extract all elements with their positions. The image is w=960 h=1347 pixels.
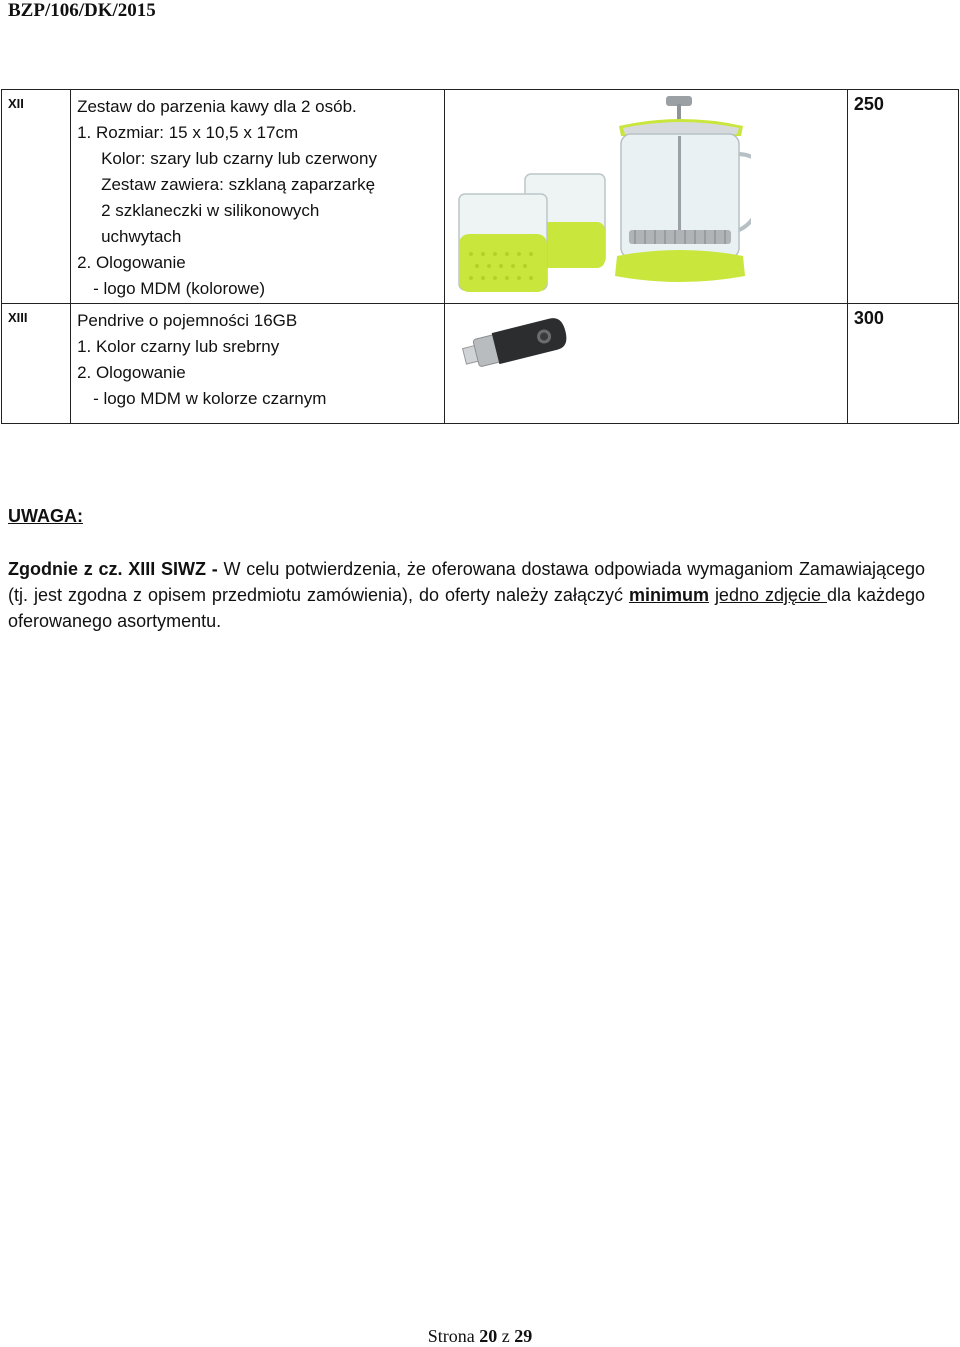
document-code: BZP/106/DK/2015 <box>8 0 156 21</box>
note-emphasis-2: jedno zdjęcie <box>714 585 827 605</box>
image-cell <box>445 304 847 424</box>
product-table <box>1 89 959 424</box>
desc-line: uchwytach <box>101 227 182 246</box>
row-number: XII <box>2 90 71 304</box>
total-pages: 29 <box>514 1326 533 1346</box>
desc-line: Zestaw zawiera: szklaną zaparzarkę <box>101 175 376 194</box>
row-description <box>71 90 445 304</box>
row-number: XIII <box>2 304 71 424</box>
note-body <box>8 556 925 634</box>
usb-drive-image <box>459 314 569 374</box>
desc-line: 2 szklaneczki w silikonowych <box>101 201 320 220</box>
desc-line: Kolor: szary lub czarny lub czerwony <box>101 149 377 168</box>
page-footer <box>0 1326 960 1347</box>
image-cell <box>445 90 847 304</box>
table-row <box>2 90 959 304</box>
desc-line: 2. Ologowanie <box>77 363 186 382</box>
desc-line: - logo MDM w kolorze czarnym <box>93 389 327 408</box>
row-quantity: 300 <box>847 304 958 424</box>
note-text: W celu potwierdzenia, że oferowana dostawa odpowiada wymaganiom Zamawiającego (tj. jest zgodna z opisem przedmiotu zamówienia), do oferty należy załączyć <box>8 559 926 605</box>
table-row <box>2 304 959 424</box>
note-text-2: dla każdego oferowanego asortymentu. <box>8 585 925 631</box>
row-description <box>71 304 445 424</box>
note-reference: Zgodnie z cz. XIII SIWZ - <box>8 559 218 579</box>
current-page: 20 <box>479 1326 498 1346</box>
desc-line: 1. Kolor czarny lub srebrny <box>77 337 280 356</box>
note-emphasis: minimum <box>628 585 709 605</box>
french-press-set-image <box>451 94 751 294</box>
desc-line: 1. Rozmiar: 15 x 10,5 x 17cm <box>77 123 299 142</box>
desc-line: - logo MDM (kolorowe) <box>93 279 265 298</box>
note-heading: UWAGA: <box>8 506 83 526</box>
desc-line: Pendrive o pojemności 16GB <box>77 311 298 330</box>
footer-label: Strona <box>427 1326 475 1346</box>
footer-separator: z <box>501 1326 510 1346</box>
row-quantity: 250 <box>847 90 958 304</box>
desc-line: Zestaw do parzenia kawy dla 2 osób. <box>77 97 357 116</box>
desc-line: 2. Ologowanie <box>77 253 186 272</box>
